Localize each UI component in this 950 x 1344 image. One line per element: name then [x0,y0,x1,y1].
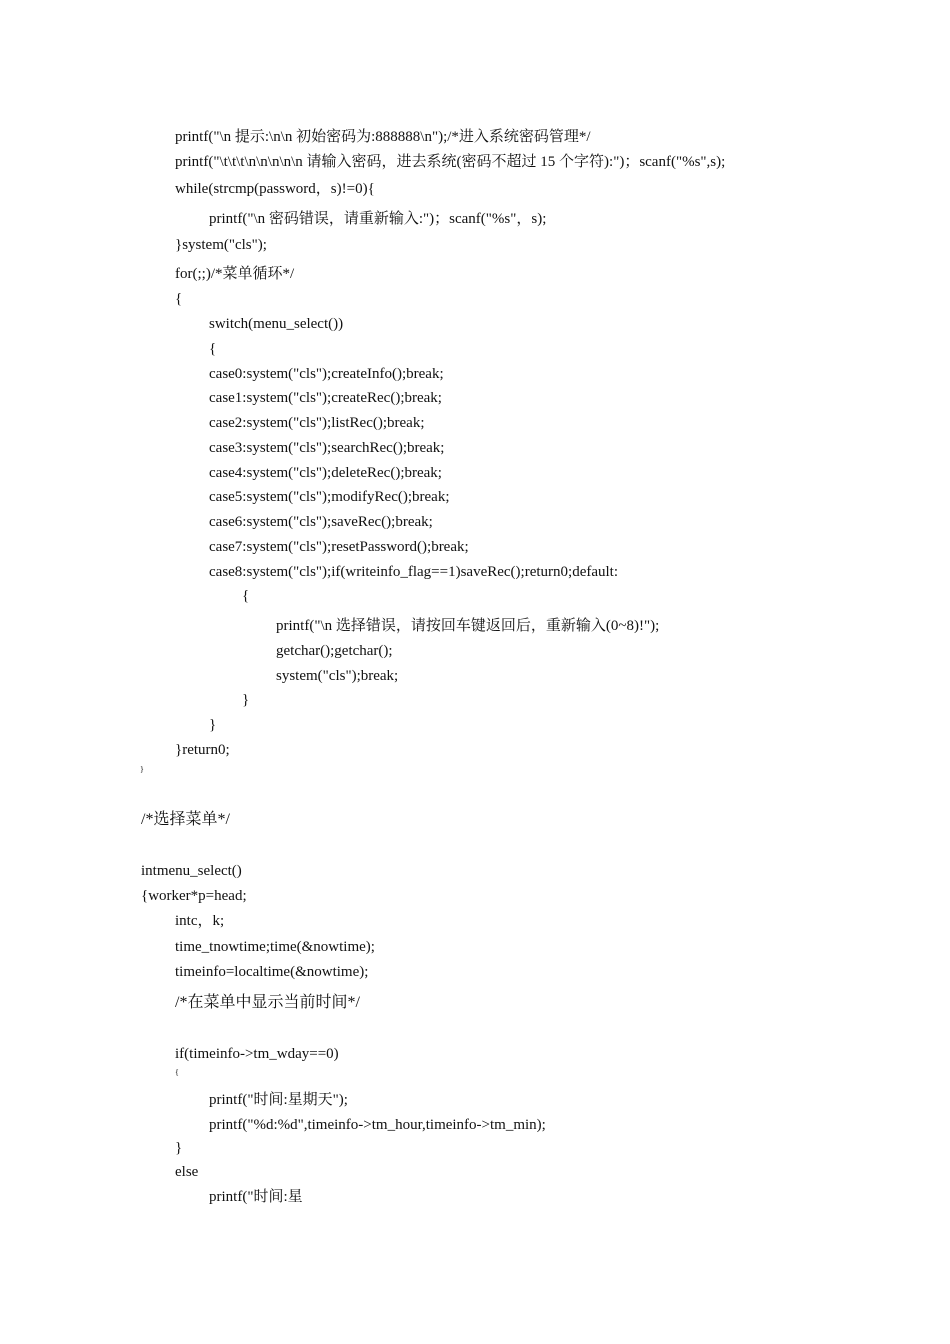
code-line: case0:system("cls");createInfo();break; [209,366,444,382]
code-line: case8:system("cls");if(writeinfo_flag==1)saveRec();return0;default: [209,564,619,580]
code-comment: /*在菜单中显示当前时间*/ [175,994,360,1011]
code-line: { [175,291,183,307]
code-line: getchar();getchar(); [276,643,393,659]
code-line: printf("时间:星期天"); [209,1092,348,1108]
code-line: printf("\n 密码错误，请重新输入:")；scanf("%s"，s); [209,211,547,227]
code-line: {worker*p=head; [141,888,247,904]
code-line: case2:system("cls");listRec();break; [209,415,425,431]
code-line: case3:system("cls");searchRec();break; [209,440,445,456]
code-line: { [209,341,217,357]
code-line: } [242,692,250,708]
code-line: printf("\t\t\t\n\n\n\n\n 请输入密码，进去系统(密码不超过 15 个字符):")；scanf("%s",s); [175,154,726,170]
code-line: if(timeinfo->tm_wday==0) [175,1046,339,1062]
code-line: time_tnowtime;time(&nowtime); [175,939,375,955]
code-line: printf("\n 提示:\n\n 初始密码为:888888\n");/*进入系统密码管理*/ [175,129,591,145]
code-line: switch(menu_select()) [209,316,344,332]
code-line: case4:system("cls");deleteRec();break; [209,465,442,481]
code-line: case6:system("cls");saveRec();break; [209,514,433,530]
code-comment-heading: /*选择菜单*/ [141,811,230,828]
code-line: printf("时间:星 [209,1189,303,1205]
code-line: intc，k; [175,913,225,929]
code-line: for(;;)/*菜单循环*/ [175,266,295,282]
code-line: while(strcmp(password，s)!=0){ [175,181,375,197]
code-line: case5:system("cls");modifyRec();break; [209,489,450,505]
code-line: case7:system("cls");resetPassword();break; [209,539,469,555]
code-line: timeinfo=localtime(&nowtime); [175,964,369,980]
code-line: case1:system("cls");createRec();break; [209,390,442,406]
code-line: }return0; [175,742,230,758]
code-line: { [242,588,250,604]
code-line: else [175,1164,199,1180]
code-line: } [140,765,144,774]
code-line: { [175,1068,179,1077]
code-line: intmenu_select() [141,863,242,879]
code-line: } [209,717,217,733]
code-line: printf("\n 选择错误，请按回车键返回后，重新输入(0~8)!"); [276,618,660,634]
code-line: } [175,1140,183,1156]
code-line: printf("%d:%d",timeinfo->tm_hour,timeinfo->tm_min); [209,1117,546,1133]
code-line: }system("cls"); [175,237,267,253]
code-line: system("cls");break; [276,668,399,684]
